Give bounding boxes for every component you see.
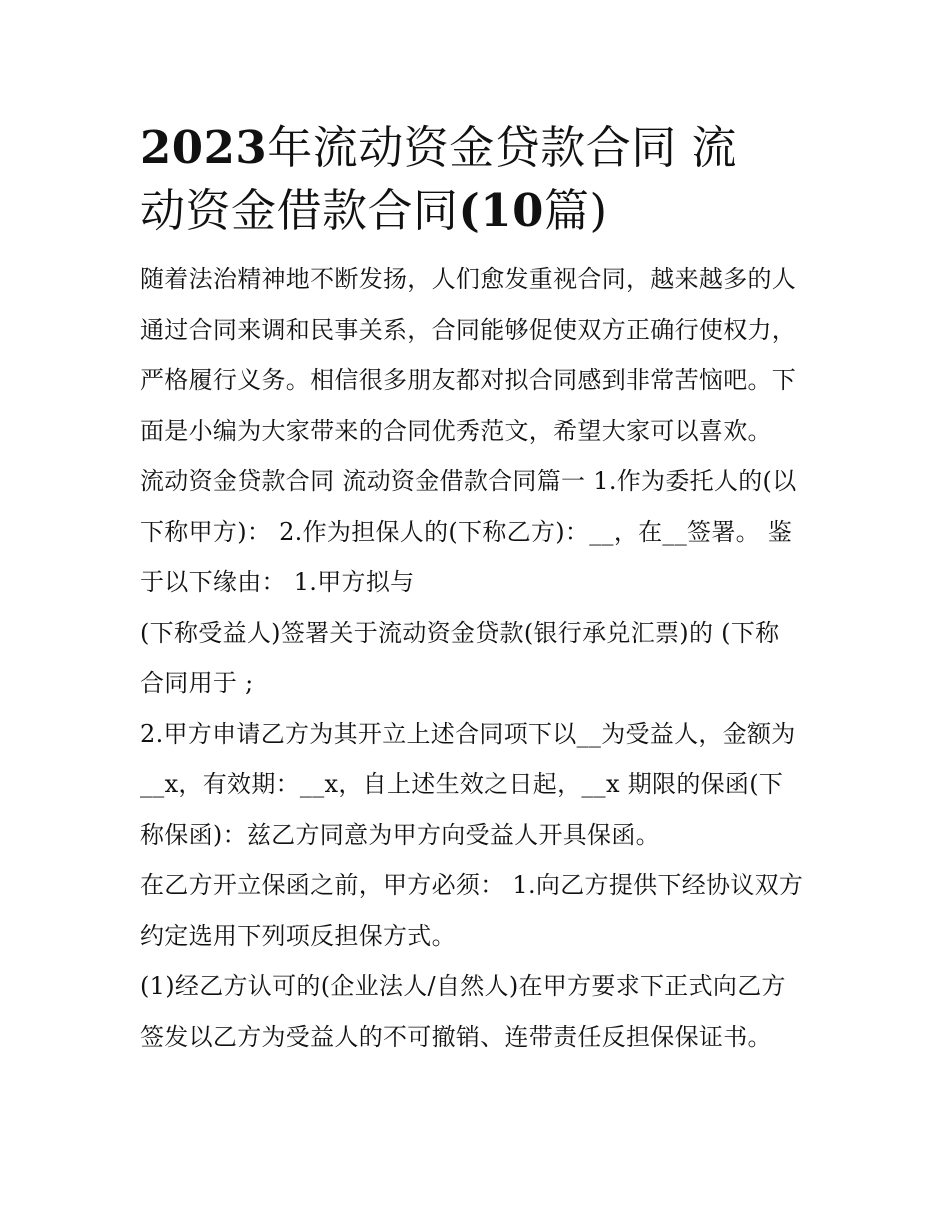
document-body <box>140 254 812 1062</box>
title-year: 2023 <box>140 121 268 174</box>
body-line: 合同用于 ; <box>140 669 254 697</box>
title-line-1-text: 年流动资金贷款合同 流 <box>267 121 738 174</box>
title-line-2-end: 篇) <box>543 184 608 237</box>
body-line: (下称受益人)签署关于流动资金贷款(银行承兑汇票)的 (下称 <box>140 618 780 647</box>
body-line: 流动资金贷款合同 流动资金借款合同篇一 1.作为委托人的(以 <box>140 467 797 495</box>
document-title <box>140 116 812 242</box>
title-line-2 <box>140 179 812 242</box>
body-line: (1)经乙方认可的(企业法人/自然人)在甲方要求下正式向乙方 <box>140 972 786 1000</box>
body-line: __x，有效期：__x，自上述生效之日起，__x 期限的保函(下 <box>140 770 784 798</box>
title-line-2-text: 动资金借款合同 <box>140 184 459 237</box>
body-line: 面是小编为大家带来的合同优秀范文，希望大家可以喜欢。 <box>140 416 772 445</box>
body-line: 称保函)：兹乙方同意为甲方向受益人开具保函。 <box>140 820 660 849</box>
body-line: 严格履行义务。相信很多朋友都对拟合同感到非常苦恼吧。下 <box>140 366 797 394</box>
document-content <box>140 116 812 1062</box>
body-line: 签发以乙方为受益人的不可撤销、连带责任反担保保证书。 <box>140 1022 772 1051</box>
body-line: 2.甲方申请乙方为其开立上述合同项下以__为受益人，金额为 <box>140 719 796 748</box>
title-line-1 <box>140 116 812 179</box>
body-line: 于以下缘由： 1.甲方拟与 <box>140 568 415 596</box>
body-line: 在乙方开立保函之前，甲方必须： 1.向乙方提供下经协议双方 <box>140 871 804 899</box>
body-line: 通过合同来调和民事关系，合同能够促使双方正确行使权力， <box>140 315 797 344</box>
body-line: 随着法治精神地不断发扬，人们愈发重视合同，越来越多的人 <box>140 265 797 293</box>
body-line: 下称甲方)： 2.作为担保人的(下称乙方)：__，在__签署。 鉴 <box>140 517 793 546</box>
body-line: 约定选用下列项反担保方式。 <box>140 921 456 950</box>
title-count: (10 <box>458 184 544 237</box>
